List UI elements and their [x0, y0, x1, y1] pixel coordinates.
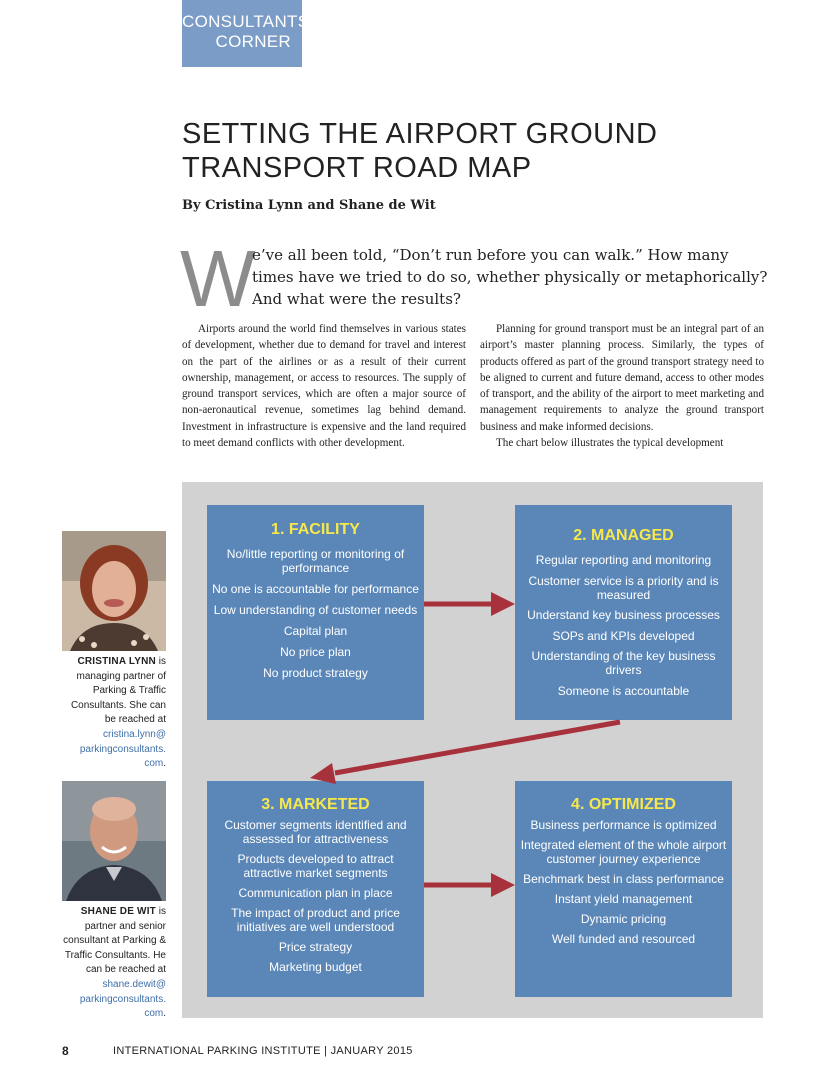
- author-bio-text: is managing partner of Parking & Traffic Consultants. She can be reached at: [70, 656, 166, 726]
- stage-item: Low understanding of customer needs: [213, 603, 418, 617]
- stage-item: Customer segments identified and assessed for attractiveness: [224, 818, 407, 846]
- stage-box-facility: [207, 505, 424, 720]
- article-title: SETTING THE AIRPORT GROUND TRANSPORT ROAD MAP: [182, 118, 658, 184]
- stage-item: Capital plan: [283, 624, 348, 638]
- bio-period: .: [163, 1008, 166, 1020]
- stage-item: No product strategy: [263, 666, 368, 680]
- author-bio-text: is partner and senior consultant at Parking & Traffic Consultants. He can be reached at: [63, 906, 166, 976]
- body-paragraph: Airports around the world find themselves in various states of development, whether due to demand for travel and interest on the part of the airlines or as a result of their current ownership, management, or access to resources. The supply of ground transport services, which are often a major source of non-aeronautical revenue, sometimes lag behind demand. Investment in infrastructure is expensive and the land required to meet demand conflicts with other development.: [182, 323, 466, 450]
- author-email[interactable]: shane.dewit@ parkingconsultants. com: [79, 978, 166, 1020]
- author-bio-cristina-lynn: [62, 655, 166, 772]
- body-column-1: [182, 321, 466, 451]
- stage-item: Understanding of the key business drivers: [531, 649, 716, 677]
- stage-box-managed: [515, 505, 732, 720]
- stage-title: 4. OPTIMIZED: [571, 796, 676, 813]
- stage-title: 1. FACILITY: [271, 521, 360, 538]
- stage-item: Benchmark best in class performance: [523, 872, 724, 886]
- footer-publication: INTERNATIONAL PARKING INSTITUTE | JANUARY 2015: [113, 1045, 413, 1057]
- stage-box-marketed: [207, 781, 424, 997]
- stage-title: 3. MARKETED: [261, 796, 370, 813]
- page-number: 8: [62, 1044, 69, 1058]
- stage-item: Understand key business processes: [527, 608, 720, 622]
- body-paragraph: Planning for ground transport must be an integral part of an airport’s master planning process. Similarly, the types of products offered as part of the ground transport strategy need to be aligned to current and future demand, access to other modes of transport, and the ability of the airport to meet marketing and management requirements to analyze the ground transport business and make informed decisions.: [480, 323, 764, 433]
- section-tab: [182, 0, 310, 67]
- stage-item: Price strategy: [278, 940, 353, 954]
- section-tab-line2: CORNER: [215, 32, 291, 51]
- stage-item: No one is accountable for performance: [212, 582, 419, 596]
- author-name: SHANE DE WIT: [80, 906, 156, 917]
- author-bio-shane-de-wit: [62, 905, 166, 1022]
- byline: By Cristina Lynn and Shane de Wit: [182, 198, 436, 213]
- lead-paragraph: e’ve all been told, “Don’t run before you can walk.” How many times have we tried to do so, whether physically or metaphorically? And what were the results?: [252, 246, 768, 308]
- drop-cap: W: [180, 234, 256, 323]
- body-paragraph: The chart below illustrates the typical development: [496, 437, 724, 450]
- stage-item: Someone is accountable: [557, 683, 690, 698]
- stage-item: Products developed to attract attractive market segments: [237, 852, 394, 880]
- stage-title: 2. MANAGED: [573, 527, 674, 544]
- stage-item: No/little reporting or monitoring of performance: [226, 547, 405, 575]
- stage-item: SOPs and KPIs developed: [552, 628, 695, 643]
- author-photo-shane-de-wit: [62, 781, 166, 901]
- stage-item: Instant yield management: [554, 892, 693, 906]
- stage-item: The impact of product and price initiatives are well understood: [231, 906, 400, 934]
- body-column-2: [480, 321, 764, 451]
- stage-item: Communication plan in place: [238, 886, 393, 900]
- stage-box-optimized: [515, 781, 732, 997]
- stage-item: Customer service is a priority and is measured: [528, 573, 719, 602]
- stage-item: Business performance is optimized: [530, 818, 717, 832]
- stage-item: Marketing budget: [269, 960, 362, 974]
- stage-item: Regular reporting and monitoring: [535, 553, 712, 567]
- section-tab-line1: CONSULTANTS: [182, 12, 310, 31]
- stage-item: Dynamic pricing: [580, 912, 667, 926]
- author-photo-cristina-lynn: [62, 531, 166, 651]
- author-name: CRISTINA LYNN: [77, 656, 156, 667]
- stage-item: No price plan: [280, 645, 351, 659]
- author-email[interactable]: cristina.lynn@ parkingconsultants. com: [79, 728, 166, 770]
- stage-item: Well funded and resourced: [551, 932, 696, 946]
- stage-item: Integrated element of the whole airport customer journey experience: [520, 838, 727, 866]
- bio-period: .: [163, 758, 166, 770]
